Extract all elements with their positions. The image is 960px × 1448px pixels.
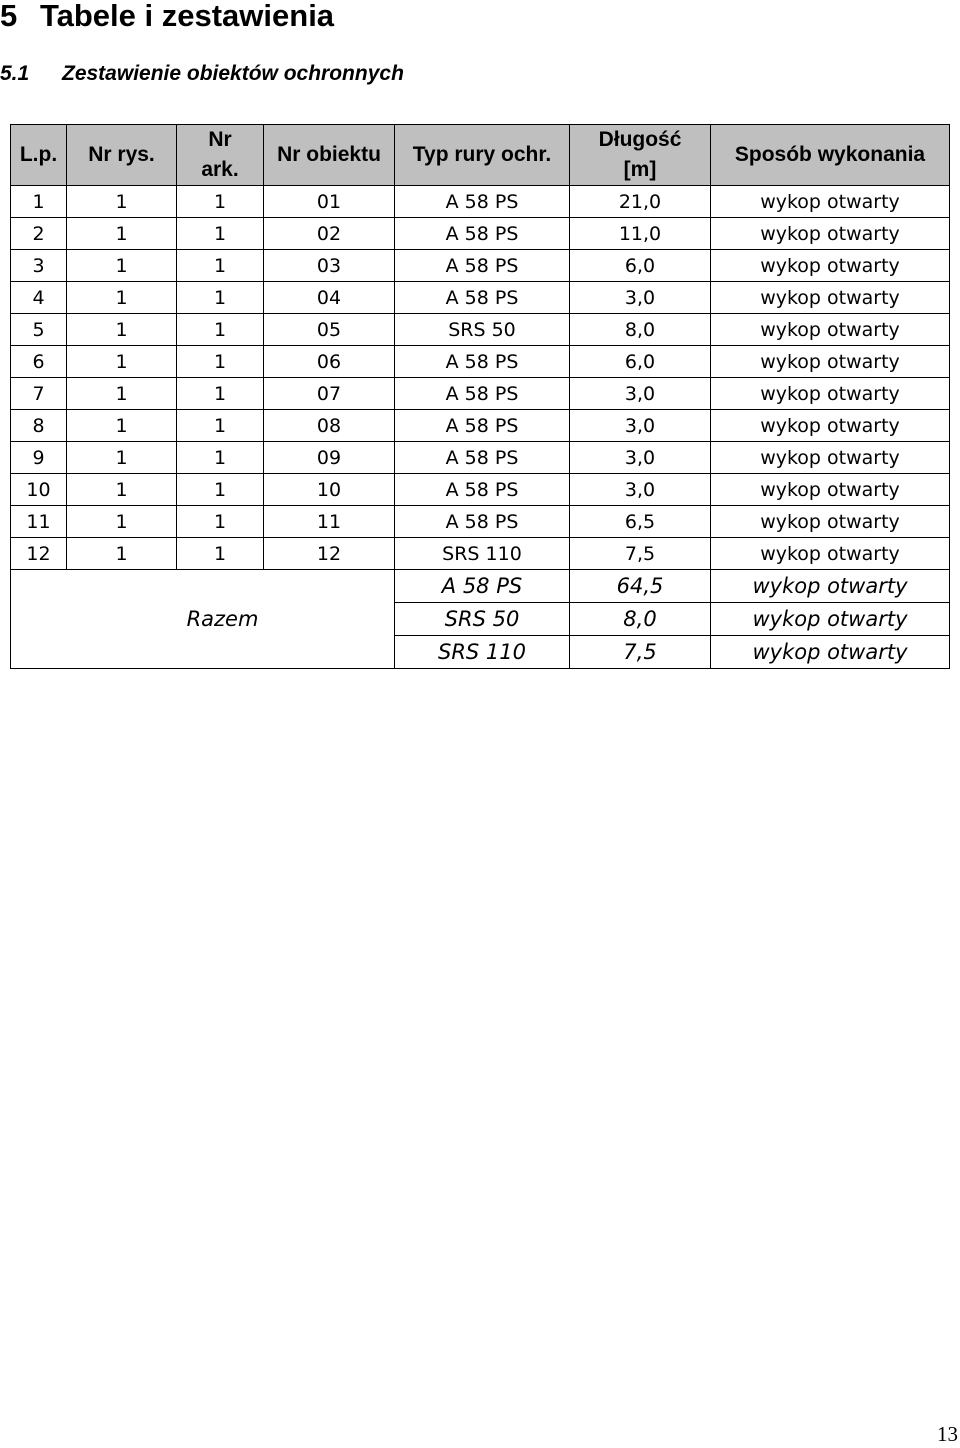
- table-row: [11, 346, 950, 378]
- summary-cell: SRS 110: [395, 636, 570, 669]
- cell-nr-obiektu: 08: [264, 410, 395, 442]
- cell-nr-rys: 1: [67, 506, 177, 538]
- cell-sposob: wykop otwarty: [711, 538, 950, 570]
- table-row: [11, 250, 950, 282]
- cell-typ-rury: A 58 PS: [395, 282, 570, 314]
- cell-sposob: wykop otwarty: [711, 442, 950, 474]
- cell-sposob: wykop otwarty: [711, 346, 950, 378]
- cell-nr-rys: 1: [67, 186, 177, 218]
- summary-cell: wykop otwarty: [711, 636, 950, 669]
- cell-sposob: wykop otwarty: [711, 506, 950, 538]
- cell-nr-obiektu: 01: [264, 186, 395, 218]
- cell-typ-rury: A 58 PS: [395, 442, 570, 474]
- cell-sposob: wykop otwarty: [711, 282, 950, 314]
- table-row: [11, 474, 950, 506]
- table-row: [11, 186, 950, 218]
- table-row: [11, 378, 950, 410]
- summary-cell: wykop otwarty: [711, 603, 950, 636]
- summary-cell: 8,0: [570, 603, 711, 636]
- cell-lp: 12: [11, 538, 67, 570]
- cell-nr-rys: 1: [67, 314, 177, 346]
- cell-dlugosc: 11,0: [570, 218, 711, 250]
- summary-label: Razem: [11, 570, 395, 669]
- header-nr-rys: Nr rys.: [67, 125, 177, 186]
- section-number: 5: [0, 0, 18, 33]
- cell-dlugosc: 7,5: [570, 538, 711, 570]
- cell-sposob: wykop otwarty: [711, 250, 950, 282]
- cell-nr-ark: 1: [177, 314, 264, 346]
- cell-typ-rury: A 58 PS: [395, 346, 570, 378]
- subsection-number: 5.1: [0, 62, 30, 85]
- header-sposob: Sposób wykonania: [711, 125, 950, 186]
- cell-nr-rys: 1: [67, 218, 177, 250]
- cell-nr-ark: 1: [177, 442, 264, 474]
- table-row: [11, 410, 950, 442]
- cell-sposob: wykop otwarty: [711, 314, 950, 346]
- table-row: [11, 218, 950, 250]
- section-title: Tabele i zestawienia: [40, 0, 335, 33]
- cell-sposob: wykop otwarty: [711, 474, 950, 506]
- cell-lp: 5: [11, 314, 67, 346]
- cell-sposob: wykop otwarty: [711, 218, 950, 250]
- summary-cell: SRS 50: [395, 603, 570, 636]
- cell-lp: 6: [11, 346, 67, 378]
- summary-cell: A 58 PS: [395, 570, 570, 603]
- cell-lp: 9: [11, 442, 67, 474]
- cell-typ-rury: SRS 110: [395, 538, 570, 570]
- cell-nr-rys: 1: [67, 282, 177, 314]
- header-nr-obiektu: Nr obiektu: [264, 125, 395, 186]
- table-row: [11, 442, 950, 474]
- cell-typ-rury: SRS 50: [395, 314, 570, 346]
- cell-lp: 10: [11, 474, 67, 506]
- cell-nr-ark: 1: [177, 378, 264, 410]
- cell-dlugosc: 6,0: [570, 250, 711, 282]
- cell-nr-rys: 1: [67, 538, 177, 570]
- cell-dlugosc: 8,0: [570, 314, 711, 346]
- cell-nr-obiektu: 06: [264, 346, 395, 378]
- cell-nr-rys: 1: [67, 442, 177, 474]
- cell-typ-rury: A 58 PS: [395, 506, 570, 538]
- cell-nr-rys: 1: [67, 378, 177, 410]
- subsection-heading: [0, 60, 404, 88]
- cell-dlugosc: 3,0: [570, 410, 711, 442]
- summary-cell: 7,5: [570, 636, 711, 669]
- section-heading: [0, 0, 334, 36]
- cell-nr-obiektu: 03: [264, 250, 395, 282]
- cell-nr-ark: 1: [177, 250, 264, 282]
- cell-nr-obiektu: 04: [264, 282, 395, 314]
- table-row: [11, 538, 950, 570]
- cell-nr-rys: 1: [67, 250, 177, 282]
- cell-nr-rys: 1: [67, 410, 177, 442]
- cell-nr-ark: 1: [177, 538, 264, 570]
- cell-lp: 1: [11, 186, 67, 218]
- table-row: [11, 282, 950, 314]
- cell-dlugosc: 21,0: [570, 186, 711, 218]
- cell-typ-rury: A 58 PS: [395, 186, 570, 218]
- cell-nr-ark: 1: [177, 474, 264, 506]
- page-number: 13: [937, 1422, 958, 1446]
- cell-dlugosc: 3,0: [570, 474, 711, 506]
- cell-lp: 4: [11, 282, 67, 314]
- cell-typ-rury: A 58 PS: [395, 378, 570, 410]
- summary-cell: wykop otwarty: [711, 570, 950, 603]
- cell-lp: 11: [11, 506, 67, 538]
- subsection-title: Zestawienie obiektów ochronnych: [62, 62, 404, 85]
- cell-nr-obiektu: 09: [264, 442, 395, 474]
- header-lp: L.p.: [11, 125, 67, 186]
- cell-typ-rury: A 58 PS: [395, 250, 570, 282]
- cell-nr-ark: 1: [177, 186, 264, 218]
- table-header-row: [11, 125, 950, 186]
- cell-nr-obiektu: 07: [264, 378, 395, 410]
- cell-nr-ark: 1: [177, 346, 264, 378]
- cell-lp: 8: [11, 410, 67, 442]
- cell-lp: 7: [11, 378, 67, 410]
- cell-dlugosc: 3,0: [570, 378, 711, 410]
- cell-nr-rys: 1: [67, 346, 177, 378]
- header-typ-rury: Typ rury ochr.: [395, 125, 570, 186]
- header-nr-ark: Nr ark.: [177, 125, 264, 186]
- cell-typ-rury: A 58 PS: [395, 410, 570, 442]
- cell-nr-ark: 1: [177, 218, 264, 250]
- summary-cell: 64,5: [570, 570, 711, 603]
- cell-sposob: wykop otwarty: [711, 410, 950, 442]
- cell-typ-rury: A 58 PS: [395, 474, 570, 506]
- cell-nr-rys: 1: [67, 474, 177, 506]
- cell-nr-obiektu: 12: [264, 538, 395, 570]
- cell-typ-rury: A 58 PS: [395, 218, 570, 250]
- objects-table: [10, 124, 950, 669]
- cell-nr-ark: 1: [177, 506, 264, 538]
- cell-dlugosc: 6,5: [570, 506, 711, 538]
- cell-sposob: wykop otwarty: [711, 186, 950, 218]
- cell-lp: 3: [11, 250, 67, 282]
- cell-sposob: wykop otwarty: [711, 378, 950, 410]
- cell-dlugosc: 6,0: [570, 346, 711, 378]
- cell-dlugosc: 3,0: [570, 442, 711, 474]
- cell-dlugosc: 3,0: [570, 282, 711, 314]
- cell-nr-obiektu: 02: [264, 218, 395, 250]
- header-dlugosc: Długość [m]: [570, 125, 711, 186]
- cell-nr-obiektu: 05: [264, 314, 395, 346]
- cell-nr-ark: 1: [177, 282, 264, 314]
- cell-nr-obiektu: 10: [264, 474, 395, 506]
- cell-lp: 2: [11, 218, 67, 250]
- cell-nr-ark: 1: [177, 410, 264, 442]
- table-row: [11, 314, 950, 346]
- table-row: [11, 506, 950, 538]
- cell-nr-obiektu: 11: [264, 506, 395, 538]
- summary-row: [11, 570, 950, 603]
